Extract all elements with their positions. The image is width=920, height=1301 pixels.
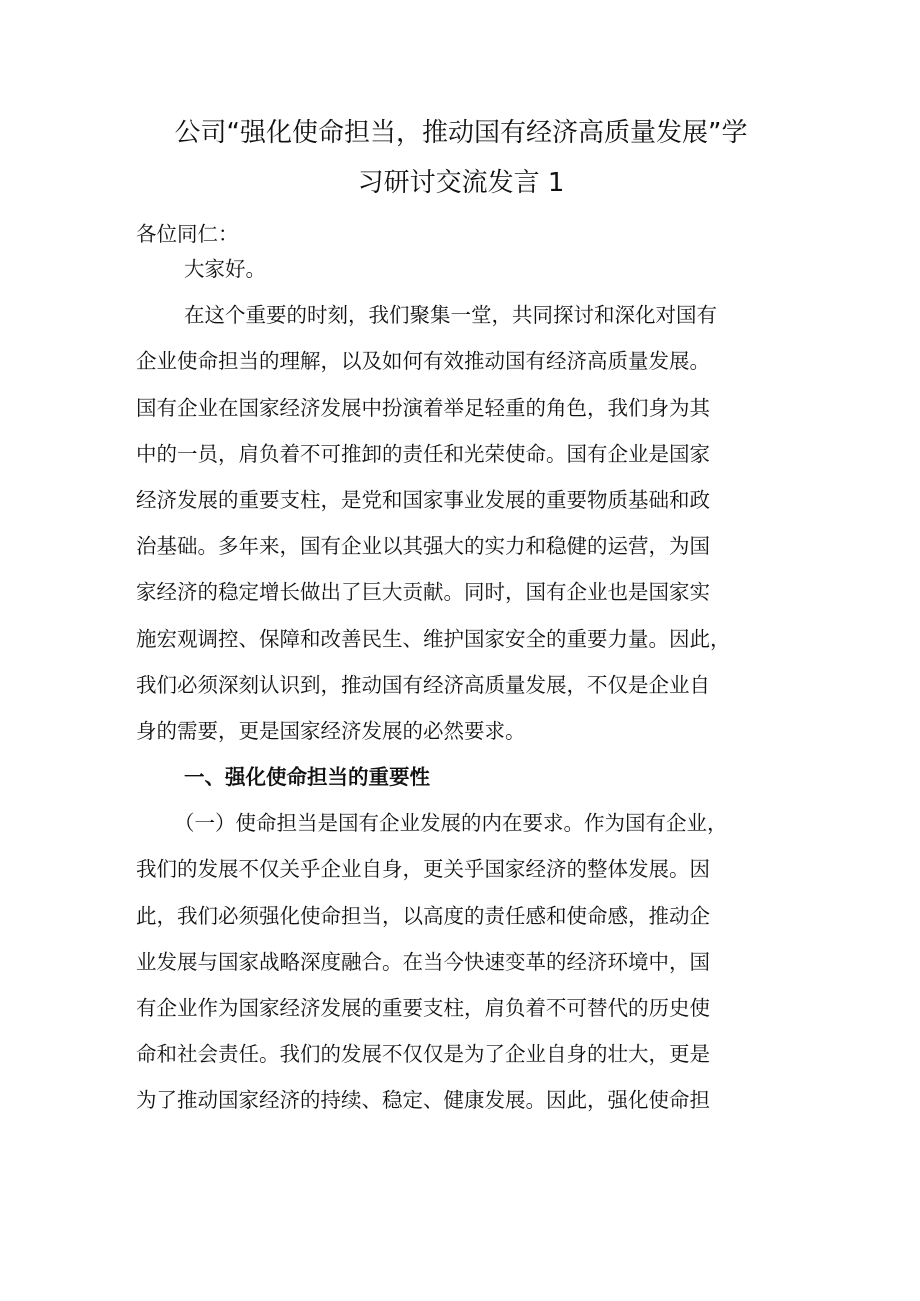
paragraph-2-line: （一）使命担当是国有企业发展的内在要求。作为国有企业， (174, 811, 728, 836)
paragraph-2-line: 为了推动国家经济的持续、稳定、健康发展。因此，强化使命担 (136, 1088, 710, 1113)
greeting: 大家好。 (184, 257, 266, 281)
paragraph-1-line: 家经济的稳定增长做出了巨大贡献。同时，国有企业也是国家实 (136, 580, 710, 605)
paragraph-1-line: 企业使命担当的理解，以及如何有效推动国有经济高质量发展。 (136, 349, 710, 374)
salutation: 各位同仁： (136, 222, 239, 246)
paragraph-2-line: 此，我们必须强化使命担当，以高度的责任感和使命感，推动企 (136, 903, 710, 928)
document-title-line-2: 习研讨交流发言 1 (357, 168, 565, 198)
paragraph-2-line: 我们的发展不仅关乎企业自身，更关乎国家经济的整体发展。因 (136, 857, 710, 882)
document-body (136, 239, 796, 1124)
paragraph-1-line: 经济发展的重要支柱，是党和国家事业发展的重要物质基础和政 (136, 487, 710, 512)
paragraph-1-line: 施宏观调控、保障和改善民生、维护国家安全的重要力量。因此， (136, 626, 731, 651)
paragraph-1-line: 国有企业在国家经济发展中扮演着举足轻重的角色，我们身为其 (136, 395, 710, 420)
paragraph-2-line: 命和社会责任。我们的发展不仅仅是为了企业自身的壮大，更是 (136, 1042, 710, 1067)
paragraph-1-line: 我们必须深刻认识到，推动国有经济高质量发展，不仅是企业自 (136, 672, 710, 697)
paragraph-1-line: 在这个重要的时刻，我们聚集一堂，共同探讨和深化对国有 (184, 303, 717, 328)
paragraph-1-line: 身的需要，更是国家经济发展的必然要求。 (136, 718, 526, 743)
paragraph-1-line: 治基础。多年来，国有企业以其强大的实力和稳健的运营，为国 (136, 534, 710, 559)
paragraph-2-line: 有企业作为国家经济发展的重要支柱，肩负着不可替代的历史使 (136, 996, 710, 1020)
section-1-heading: 一、强化使命担当的重要性 (184, 765, 430, 790)
paragraph-1-line: 中的一员，肩负着不可推卸的责任和光荣使命。国有企业是国家 (136, 441, 710, 466)
paragraph-2-line: 业发展与国家战略深度融合。在当今快速变革的经济环境中，国 (136, 949, 710, 974)
document-title-line-1: 公司“强化使命担当，推动国有经济高质量发展”学 (174, 118, 748, 148)
